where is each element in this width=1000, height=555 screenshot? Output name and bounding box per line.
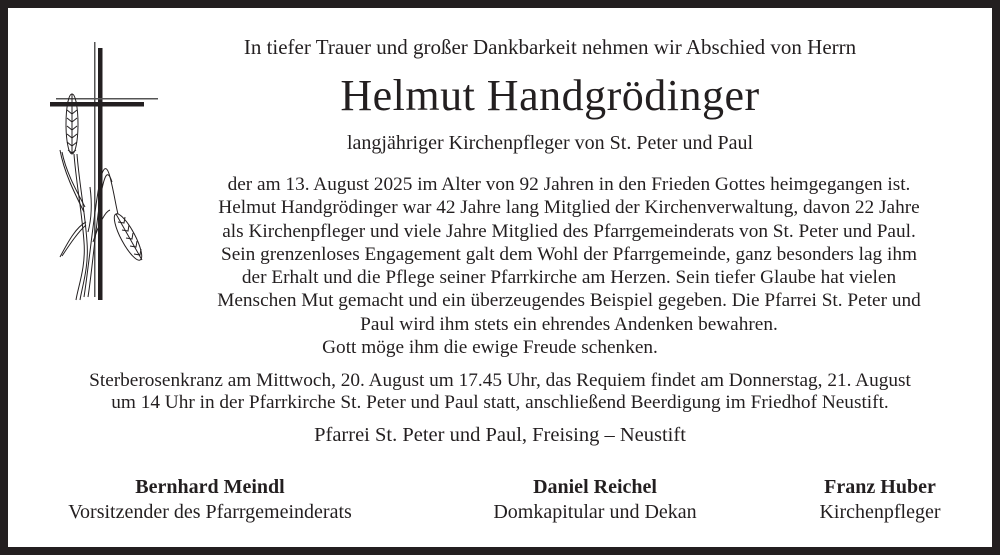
services-line: Sterberosenkranz am Mittwoch, 20. August um 17.45 Uhr, das Requiem findet am Donnerstag, 21. August (89, 370, 911, 391)
parish-name: Pfarrei St. Peter und Paul, Freising – Neustift (314, 424, 686, 446)
services-line: um 14 Uhr in der Pfarrkirche St. Peter und Paul statt, anschließend Beerdigung im Friedhof Neustift. (111, 392, 889, 413)
signer-title: Kirchenpfleger (819, 501, 941, 523)
signer-title: Domkapitular und Dekan (493, 501, 697, 523)
body-line: Menschen Mut gemacht und ein überzeugendes Beispiel gegeben. Die Pfarrei St. Peter und (217, 290, 921, 312)
blessing-text: Gott möge ihm die ewige Freude schenken. (322, 337, 658, 358)
signer-name: Daniel Reichel (533, 476, 657, 498)
deceased-role: langjähriger Kirchenpfleger von St. Peter und Paul (347, 132, 753, 154)
body-line: Sein grenzenloses Engagement galt dem Wohl der Pfarrgemeinde, ganz besonders lag ihm (221, 243, 917, 265)
body-line: Helmut Handgrödinger war 42 Jahre lang Mitglied der Kirchenverwaltung, davon 22 Jahre (218, 197, 920, 219)
body-line: als Kirchenpfleger und viele Jahre Mitglied des Pfarrgemeinderats von St. Peter und Paul. (222, 220, 916, 242)
signer-name: Franz Huber (824, 476, 936, 498)
signer (430, 475, 760, 525)
services-info (0, 370, 1000, 414)
signer-name: Bernhard Meindl (135, 476, 285, 498)
obituary-body (160, 173, 978, 336)
body-line: der Erhalt und die Pflege seiner Pfarrkirche am Herzen. Sein tiefer Glaube hat vielen (241, 267, 897, 289)
signer-title: Vorsitzender des Pfarrgemeinderats (68, 501, 352, 523)
deceased-name: Helmut Handgrödinger (340, 71, 760, 120)
body-line: Paul wird ihm stets ein ehrendes Andenken bewahren. (360, 313, 778, 335)
signer (30, 475, 390, 525)
signer (780, 475, 980, 525)
intro-text: In tiefer Trauer und großer Dankbarkeit nehmen wir Abschied von Herrn (243, 35, 857, 59)
cross-with-wheat-icon (48, 42, 158, 302)
body-line: der am 13. August 2025 im Alter von 92 Jahren in den Frieden Gottes heimgegangen ist. (227, 174, 911, 195)
